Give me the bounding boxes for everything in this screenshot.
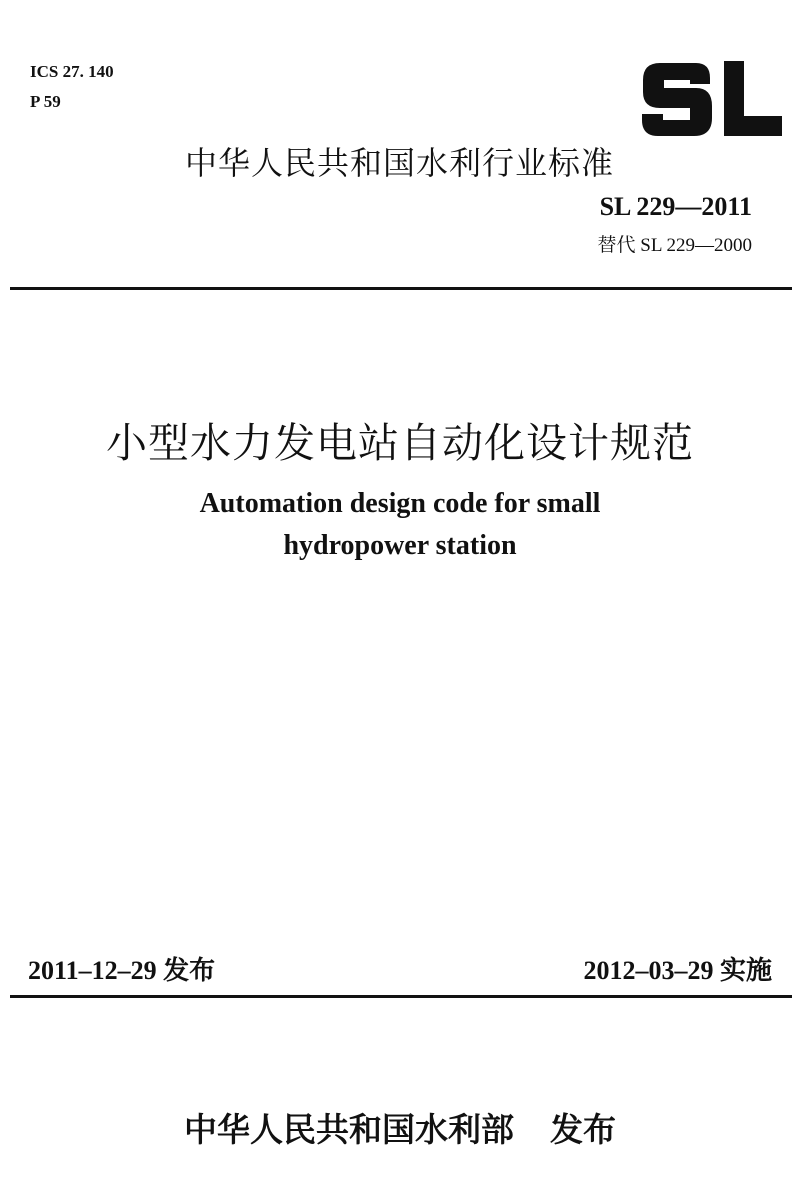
standard-number: SL 229—2011	[599, 192, 752, 221]
ics-code: ICS 27. 140	[30, 62, 114, 81]
bottom-divider	[10, 995, 792, 998]
title-english-line-2: hydropower station	[283, 530, 517, 561]
ccs-code: P 59	[30, 92, 61, 111]
title-english-line-1: Automation design code for small	[199, 488, 601, 519]
publisher	[0, 1104, 800, 1151]
publisher-name: 中华人民共和国水利部	[184, 1110, 514, 1149]
logo-letter-s	[642, 63, 712, 136]
publisher-action: 发布	[550, 1110, 616, 1149]
top-divider	[10, 287, 792, 290]
logo-letter-l	[724, 61, 782, 136]
implementation-date: 2012–03–29 实施	[583, 956, 772, 985]
issue-date: 2011–12–29 发布	[28, 956, 216, 985]
title-chinese: 小型水力发电站自动化设计规范	[106, 419, 694, 467]
sl-logo	[638, 58, 784, 138]
replaces-standard: 替代 SL 229—2000	[597, 235, 752, 256]
standard-type: 中华人民共和国水利行业标准	[185, 144, 615, 182]
